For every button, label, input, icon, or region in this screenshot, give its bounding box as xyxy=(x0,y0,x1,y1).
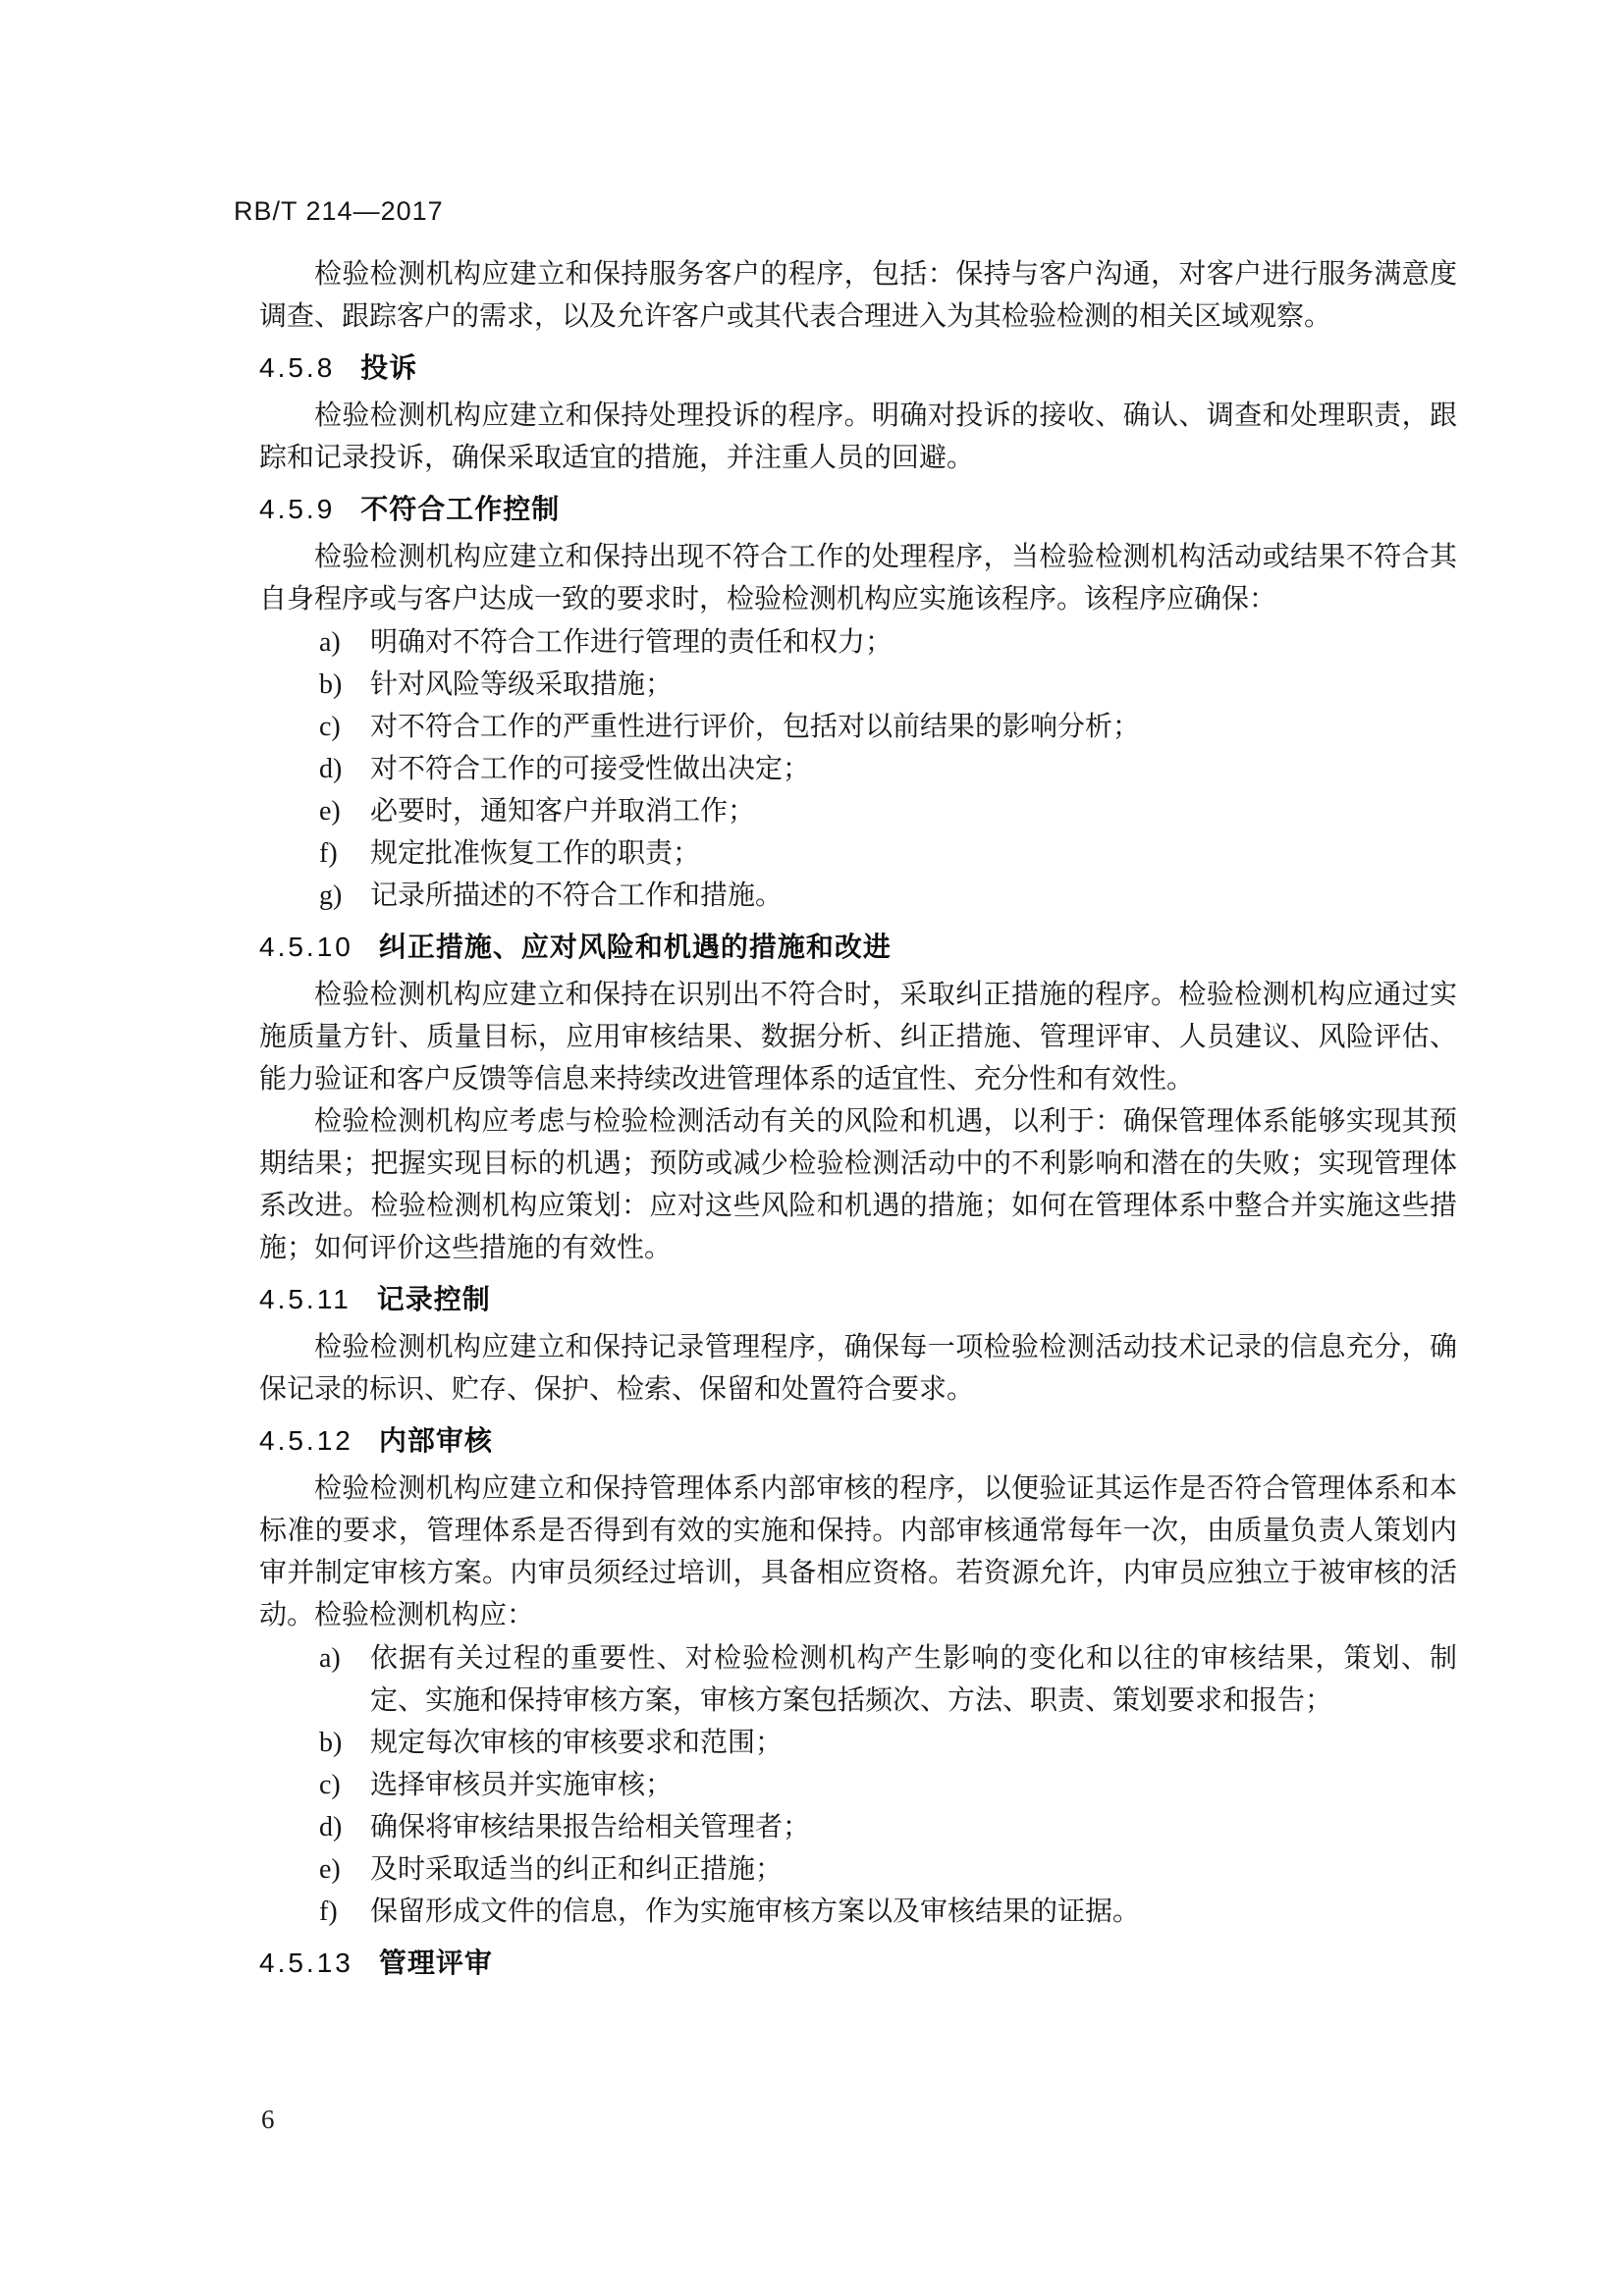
list-item-label: b) xyxy=(319,1728,343,1758)
standard-code-header: RB/T 214—2017 xyxy=(234,196,444,226)
body-paragraph: 检验检测机构应建立和保持记录管理程序，确保每一项检验检测活动技术记录的信息充分，确保记录的标识、贮存、保护、检索、保留和处置符合要求。 xyxy=(259,1332,1457,1405)
list-item xyxy=(319,1637,1457,1722)
list-item-text: 选择审核员并实施审核； xyxy=(370,1770,674,1800)
list-item-text: 规定批准恢复工作的职责； xyxy=(370,838,701,869)
list-item-text: 保留形成文件的信息，作为实施审核方案以及审核结果的证据。 xyxy=(370,1896,1141,1927)
ordered-list xyxy=(259,1637,1457,1933)
list-item xyxy=(319,1848,1457,1891)
section-heading-4-5-13 xyxy=(259,1942,1457,1985)
list-item xyxy=(319,790,1457,832)
heading-title: 纠正措施、应对风险和机遇的措施和改进 xyxy=(378,932,892,962)
heading-number: 4.5.11 xyxy=(259,1284,352,1314)
list-item xyxy=(319,832,1457,875)
list-item-label: a) xyxy=(319,1643,341,1674)
heading-title: 内部审核 xyxy=(378,1425,493,1456)
list-item xyxy=(319,875,1457,917)
body-paragraph: 检验检测机构应考虑与检验检测活动有关的风险和机遇，以利于：确保管理体系能够实现其预期结果；把握实现目标的机遇；预防或减少检验检测活动中的不利影响和潜在的失败；实现管理体系改进。检验检测机构应策划：应对这些风险和机遇的措施；如何在管理体系中整合并实施这些措施；如何评价这些措施的有效性。 xyxy=(259,1106,1457,1263)
list-item-label: d) xyxy=(319,1812,343,1842)
list-item xyxy=(319,1891,1457,1933)
section-heading-4-5-8 xyxy=(259,347,1457,390)
list-item-label: d) xyxy=(319,754,343,784)
list-item xyxy=(319,748,1457,790)
heading-number: 4.5.12 xyxy=(259,1425,353,1456)
heading-number: 4.5.8 xyxy=(259,352,336,383)
list-item-text: 明确对不符合工作进行管理的责任和权力； xyxy=(370,627,893,658)
list-item xyxy=(319,621,1457,664)
list-item-label: c) xyxy=(319,712,341,742)
heading-title: 记录控制 xyxy=(376,1284,491,1314)
list-item-label: e) xyxy=(319,796,341,827)
list-item-text: 记录所描述的不符合工作和措施。 xyxy=(370,881,784,911)
list-item-label: f) xyxy=(319,1896,338,1927)
list-item-label: a) xyxy=(319,627,341,658)
list-item-text: 规定每次审核的审核要求和范围； xyxy=(370,1728,784,1758)
list-item-text: 依据有关过程的重要性、对检验检测机构产生影响的变化和以往的审核结果，策划、制定、实施和保持审核方案，审核方案包括频次、方法、职责、策划要求和报告； xyxy=(370,1643,1457,1716)
list-item xyxy=(319,1764,1457,1806)
list-item-label: f) xyxy=(319,838,338,869)
body-paragraph: 检验检测机构应建立和保持服务客户的程序，包括：保持与客户沟通，对客户进行服务满意度调查、跟踪客户的需求，以及允许客户或其代表合理进入为其检验检测的相关区域观察。 xyxy=(259,259,1457,332)
section-heading-4-5-11 xyxy=(259,1278,1457,1321)
heading-number: 4.5.13 xyxy=(259,1948,353,1978)
document-body xyxy=(259,253,1457,1990)
heading-number: 4.5.9 xyxy=(259,494,336,524)
list-item-text: 对不符合工作的严重性进行评价，包括对以前结果的影响分析； xyxy=(370,712,1141,742)
body-paragraph: 检验检测机构应建立和保持管理体系内部审核的程序，以便验证其运作是否符合管理体系和本标准的要求，管理体系是否得到有效的实施和保持。内部审核通常每年一次，由质量负责人策划内审并制定审核方案。内审员须经过培训，具备相应资格。若资源允许，内审员应独立于被审核的活动。检验检测机构应： xyxy=(259,1473,1457,1630)
section-heading-4-5-9 xyxy=(259,488,1457,531)
list-item-text: 确保将审核结果报告给相关管理者； xyxy=(370,1812,811,1842)
list-item-text: 针对风险等级采取措施； xyxy=(370,669,674,700)
heading-number: 4.5.10 xyxy=(259,932,353,962)
section-heading-4-5-10 xyxy=(259,926,1457,969)
list-item xyxy=(319,664,1457,706)
page-number: 6 xyxy=(261,2105,275,2134)
list-item xyxy=(319,1806,1457,1848)
list-item-text: 及时采取适当的纠正和纠正措施； xyxy=(370,1854,784,1885)
list-item-text: 必要时，通知客户并取消工作； xyxy=(370,796,756,827)
heading-title: 不符合工作控制 xyxy=(360,494,561,524)
body-paragraph: 检验检测机构应建立和保持出现不符合工作的处理程序，当检验检测机构活动或结果不符合其自身程序或与客户达成一致的要求时，检验检测机构应实施该程序。该程序应确保： xyxy=(259,542,1457,614)
list-item xyxy=(319,1722,1457,1764)
heading-title: 投诉 xyxy=(360,352,418,383)
list-item-label: c) xyxy=(319,1770,341,1800)
list-item-label: e) xyxy=(319,1854,341,1885)
list-item-text: 对不符合工作的可接受性做出决定； xyxy=(370,754,811,784)
body-paragraph: 检验检测机构应建立和保持处理投诉的程序。明确对投诉的接收、确认、调查和处理职责，跟踪和记录投诉，确保采取适宜的措施，并注重人员的回避。 xyxy=(259,400,1457,473)
list-item-label: g) xyxy=(319,881,343,911)
section-heading-4-5-12 xyxy=(259,1419,1457,1463)
list-item xyxy=(319,706,1457,748)
list-item-label: b) xyxy=(319,669,343,700)
ordered-list xyxy=(259,621,1457,917)
body-paragraph: 检验检测机构应建立和保持在识别出不符合时，采取纠正措施的程序。检验检测机构应通过实施质量方针、质量目标，应用审核结果、数据分析、纠正措施、管理评审、人员建议、风险评估、能力验证和客户反馈等信息来持续改进管理体系的适宜性、充分性和有效性。 xyxy=(259,980,1457,1095)
heading-title: 管理评审 xyxy=(378,1948,493,1978)
